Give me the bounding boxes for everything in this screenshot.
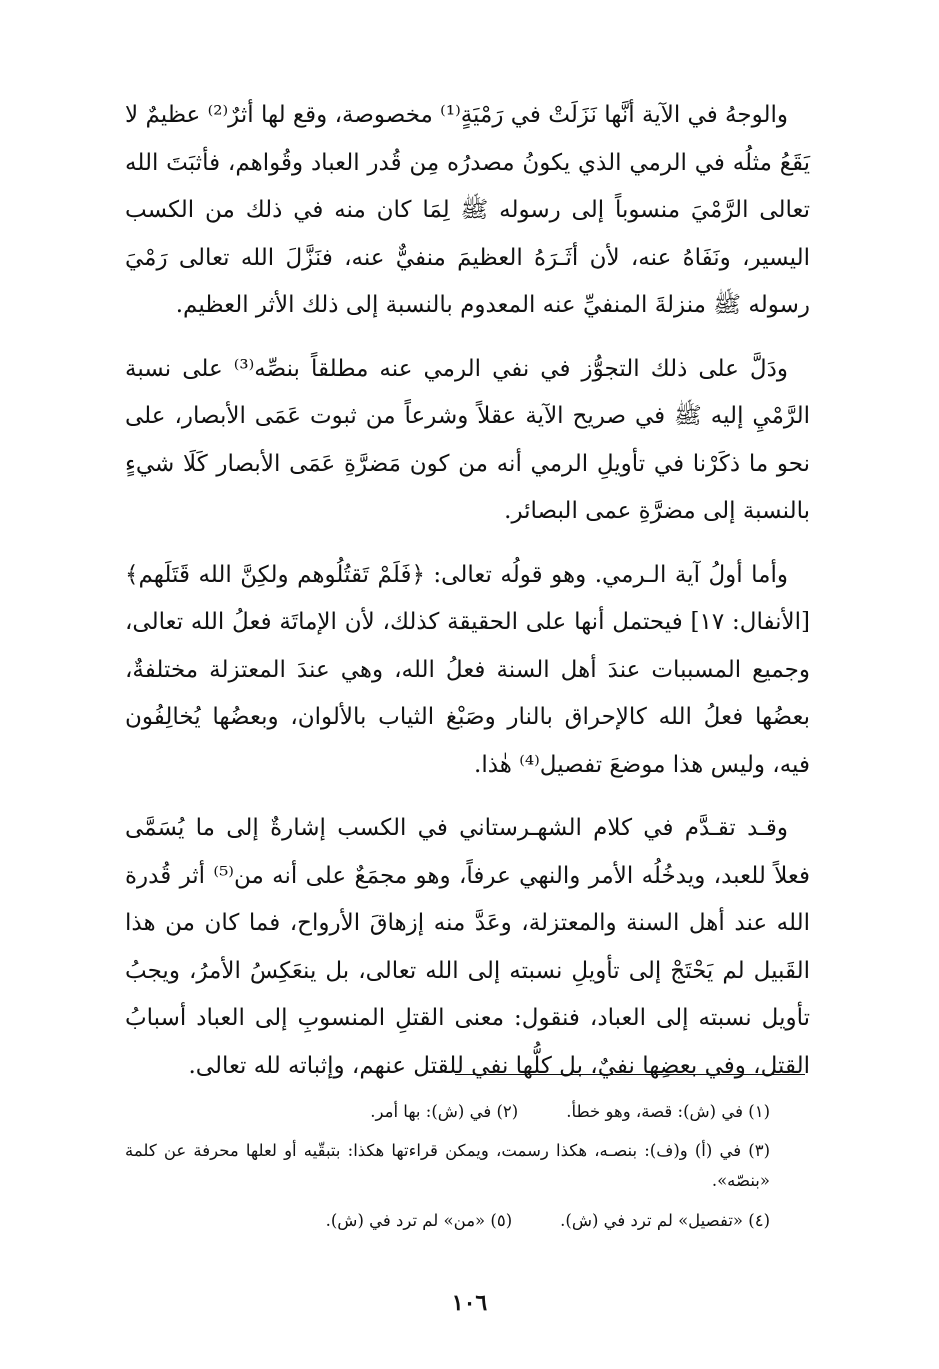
footnote-4: (٤) «تفصيل» لم ترد في (ش). (560, 1211, 770, 1230)
footnotes (125, 1097, 810, 1236)
footnote-row-1 (125, 1097, 810, 1127)
footnote-3: (٣) في (أ) و(ف): بنصـه، هكذا رسمت، ويمكن قراءتها هكذا: بتبقّيه أو لعلها محرفة عن كلمة «بنصّه». (125, 1141, 770, 1190)
footnote-5: (٥) «من» لم ترد في (ش). (325, 1211, 513, 1230)
paragraph-2: ودَلَّ على ذلك التجوُّز في نفي الرمي عنه مطلقاً بنصِّه⁽³⁾ على نسبة الرَّمْيِ إليه ﷺ في صريح الآية عقلاً وشرعاً من ثبوت عَمَى الأبصار، على نحو ما ذكَرْنا في تأويلِ الرمي أنه من كون مَضرَّةِ عَمَى الأبصار كَلَا شيءٍ بالنسبة إلى مضرَّةِ عمى البصائر. (125, 355, 810, 524)
footnote-1: (١) في (ش): قصة، وهو خطأ. (566, 1102, 770, 1121)
page-number: ١٠٦ (451, 1290, 488, 1316)
paragraph-3: وأما أولُ آية الـرمي. وهو قولُه تعالى: ﴿فَلَمْ تَقتُلُوهم ولكِنَّ الله قَتَلَهم﴾ [الأنفال: ١٧] فيحتمل أنها على الحقيقة كذلك، لأن الإماتَة فعلُ الله تعالى، وجميع المسببات عندَ أهل السنة فعلُ الله، وهي عندَ المعتزلة مختلفةٌ، بعضُها فعلُ الله كالإحراق بالنار وصَبْغ الثياب بالألوان، وبعضُها يُخالِفُون فيه، وليس هذا موضعَ تفصيل⁽⁴⁾ هٰذا. (125, 561, 811, 778)
footnote-row-3 (125, 1206, 810, 1236)
paragraph-4: وقـد تقـدَّم في كلام الشهـرستاني في الكسب إشارةٌ إلى ما يُسَمَّى فعلاً للعبد، ويدخُلُه الأمر والنهي عرفاً، وهو مجمَعٌ على أنه من⁽⁵⁾ أثر قُدرة الله عند أهل السنة والمعتزلة، وعَدَّ منه إزهاقَ الأرواح، فما كان من هذا القَبيل لم يَحْتَجْ إلى تأويلِ نسبته إلى الله تعالى، بل ينعَكِسُ الأمرُ، ويجبُ تأويل نسبته إلى العباد، فنقول: معنى القتلِ المنسوبِ إلى العباد أسبابُ القتل، وفي بعضِها نفيٌ، بل كلُّها نفي للقتل عنهم، وإثباته لله تعالى. (125, 815, 811, 1079)
main-text (125, 92, 810, 1090)
footnote-2: (٢) في (ش): بها أمر. (370, 1102, 519, 1121)
footnote-separator (455, 1074, 805, 1075)
paragraph-1: والوجهُ في الآية أنَّها نَزَلَتْ في رَمْيَةٍ⁽¹⁾ مخصوصة، وقع لها أثرٌ⁽²⁾ عظيمٌ لا يَقَعُ مثلُه في الرمي الذي يكونُ مصدرُه مِن قُدر العباد وقُواهم، فأثبَتَ الله تعالى الرَّمْيَ منسوباً إلى رسوله ﷺ لِمَا كان منه في ذلك من الكسب اليسير، ونَفَاهُ عنه، لأن أثَـرَهُ العظيمَ منفيٌّ عنه، فنَزَّلَ الله تعالى رَمْيَ رسوله ﷺ منزلةَ المنفيِّ عنه المعدوم بالنسبة إلى ذلك الأثر العظيم. (125, 102, 810, 318)
